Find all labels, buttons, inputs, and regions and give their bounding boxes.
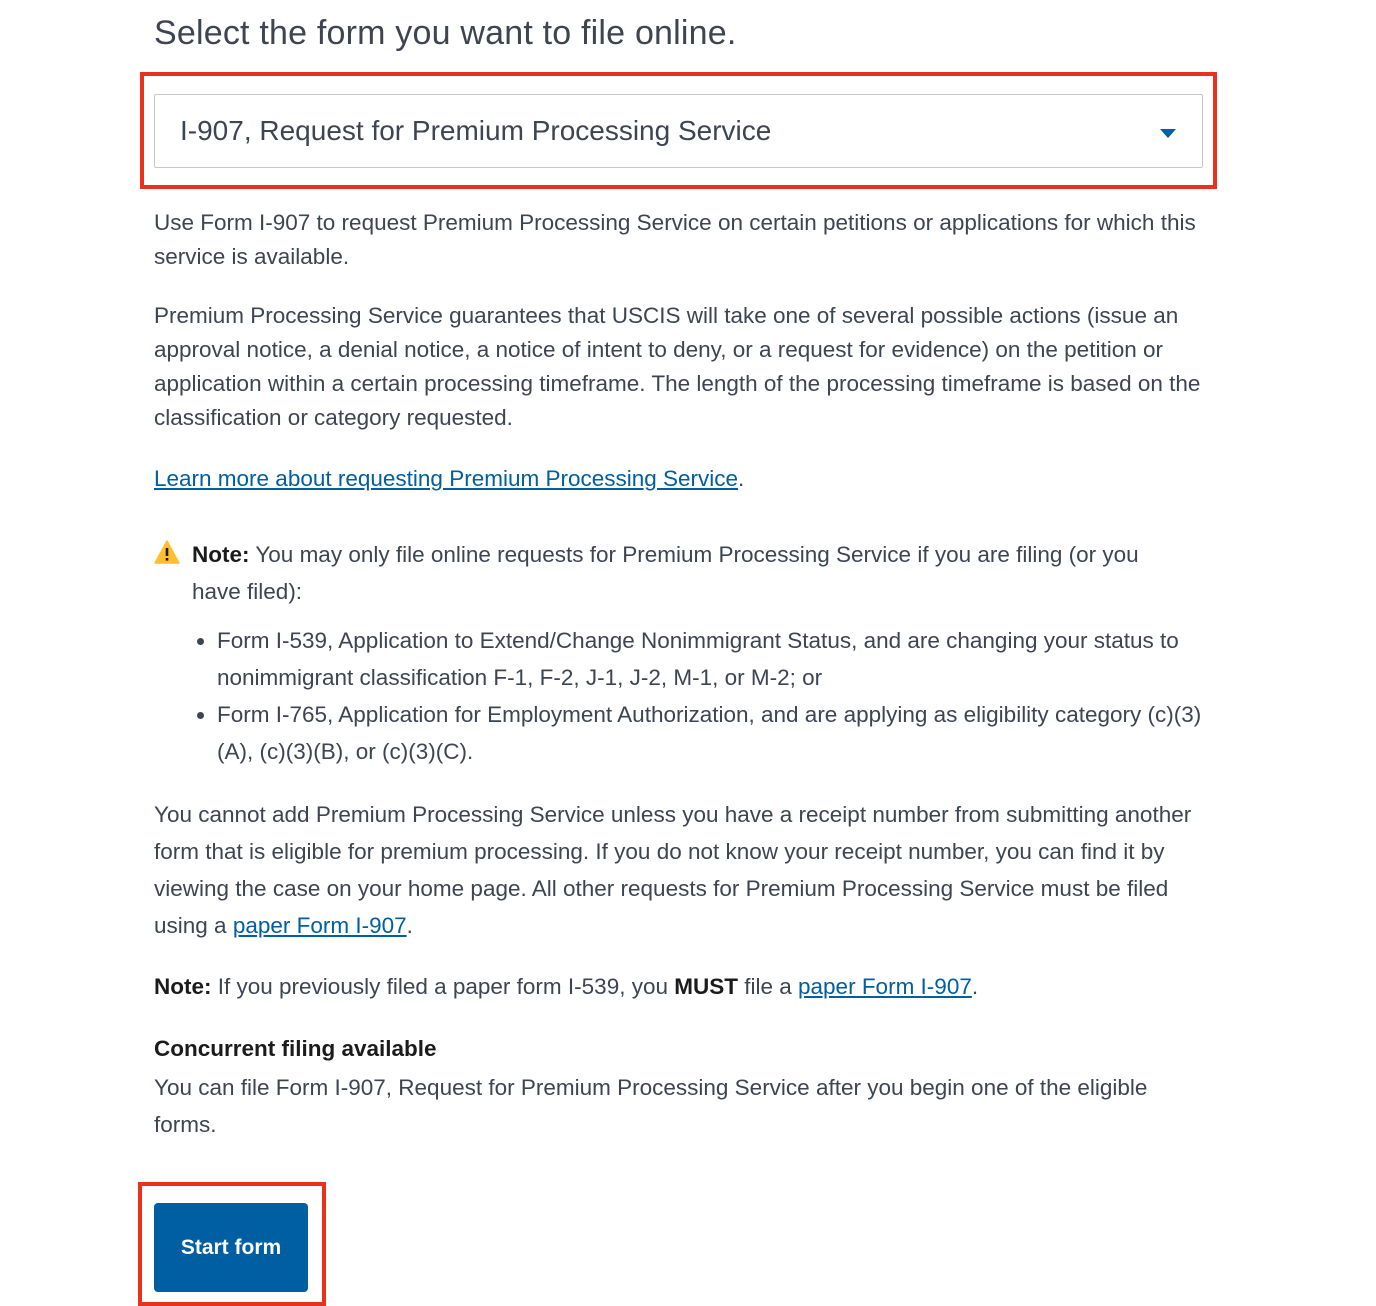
list-item: • Form I-539, Application to Extend/Change Nonimmigrant Status, and are changing your status to nonimmigrant classification F-1, F-2, J-1, J-2, M-1, or M-2; or [217, 622, 1217, 696]
note2-text-before: If you previously filed a paper form I-539, you [211, 974, 675, 999]
paper-filing-note [154, 970, 1209, 1004]
eligible-forms-list [192, 622, 1217, 770]
form-select-value: I-907, Request for Premium Processing Service [180, 115, 772, 146]
note-body: You may only file online requests for Premium Processing Service if you are filing (or you have filed): [192, 542, 1139, 604]
note-label: Note: [192, 542, 250, 567]
note2-label: Note: [154, 974, 212, 999]
note-text [192, 536, 1192, 610]
learn-more-suffix: . [738, 466, 745, 491]
receipt-text: You cannot add Premium Processing Service unless you have a receipt number from submitting another form that is eligible for premium processing. If you do not know your receipt number, you can find it by viewing the case on your home page. All other requests for Premium Processing Service must be filed using a [154, 802, 1192, 938]
guarantee-text: Premium Processing Service guarantees that USCIS will take one of several possible actions (issue an approval notice, a denial notice, a notice of intent to deny, or a request for evidence) on the petition or application within a certain processing timeframe. The length of the processing timeframe is based on the classification or category requested. [154, 303, 1201, 430]
paper-form-link-2[interactable]: paper Form I-907 [798, 974, 972, 999]
concurrent-filing-title: Concurrent filing available [154, 1036, 437, 1061]
warning-icon [154, 540, 180, 564]
receipt-paragraph [154, 796, 1209, 944]
start-form-button[interactable]: Start form [154, 1203, 308, 1292]
learn-more-link[interactable]: Learn more about requesting Premium Processing Service [154, 466, 739, 491]
note2-text-after: file a [737, 974, 799, 999]
intro-text: Use Form I-907 to request Premium Processing Service on certain petitions or applications for which this service is available. [154, 210, 1196, 269]
note2-suffix: . [971, 974, 979, 999]
receipt-suffix: . [406, 913, 413, 938]
paper-form-link[interactable]: paper Form I-907 [232, 913, 407, 938]
chevron-down-icon [1160, 129, 1176, 138]
list-item: • Form I-765, Application for Employment Authorization, and are applying as eligibility category (c)(3)(A), (c)(3)(B), or (c)(3)(C). [217, 696, 1217, 770]
concurrent-filing-text: You can file Form I-907, Request for Premium Processing Service after you begin one of the eligible forms. [154, 1075, 1148, 1137]
learn-more-paragraph [154, 462, 1209, 496]
form-select-dropdown[interactable] [154, 94, 1203, 168]
must-emphasis: MUST [674, 974, 738, 999]
page-title: Select the form you want to file online. [154, 14, 737, 52]
